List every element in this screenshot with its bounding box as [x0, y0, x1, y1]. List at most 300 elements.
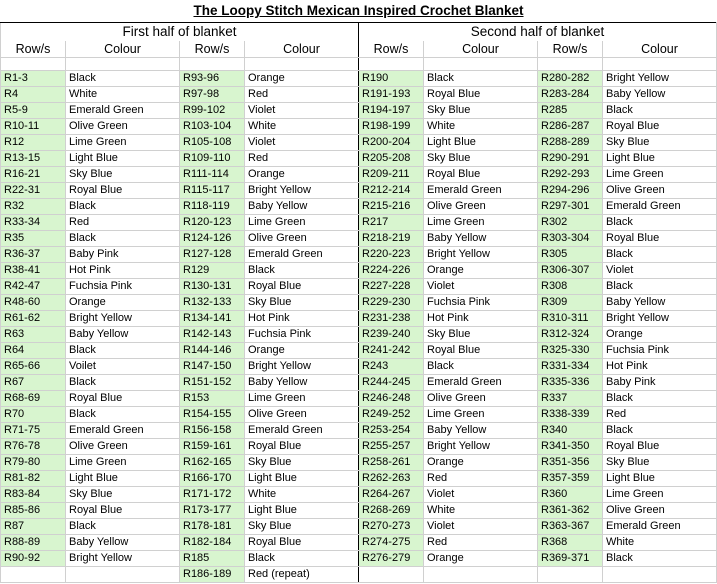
row-range-cell[interactable]: R325-330: [538, 343, 603, 359]
colour-cell[interactable]: Royal Blue: [603, 231, 717, 247]
colour-cell[interactable]: Orange: [424, 551, 538, 567]
colour-cell[interactable]: Emerald Green: [424, 375, 538, 391]
column-header: Colour: [66, 41, 180, 58]
row-range-cell[interactable]: R290-291: [538, 151, 603, 167]
table-row: [1, 391, 717, 407]
colour-cell[interactable]: Light Blue: [66, 471, 180, 487]
row-range-cell[interactable]: R10-11: [1, 119, 66, 135]
colour-cell[interactable]: Baby Yellow: [245, 199, 359, 215]
colour-cell[interactable]: Orange: [245, 167, 359, 183]
colour-cell[interactable]: Violet: [424, 279, 538, 295]
spacer-row: [1, 58, 717, 71]
colour-cell[interactable]: Royal Blue: [603, 439, 717, 455]
colour-cell[interactable]: Black: [603, 215, 717, 231]
table-row: [1, 567, 717, 583]
row-range-cell[interactable]: R132-133: [180, 295, 245, 311]
colour-cell[interactable]: Bright Yellow: [424, 439, 538, 455]
colour-cell[interactable]: Baby Pink: [66, 247, 180, 263]
row-range-cell[interactable]: R337: [538, 391, 603, 407]
first-half-label: First half of blanket: [1, 23, 359, 42]
colour-cell[interactable]: Baby Yellow: [424, 231, 538, 247]
colour-cell[interactable]: Bright Yellow: [603, 311, 717, 327]
row-range-cell[interactable]: R16-21: [1, 167, 66, 183]
colour-cell[interactable]: Fuchsia Pink: [245, 327, 359, 343]
colour-cell[interactable]: Violet: [603, 263, 717, 279]
row-range-cell[interactable]: R357-359: [538, 471, 603, 487]
row-range-cell[interactable]: R231-238: [359, 311, 424, 327]
row-range-cell[interactable]: R305: [538, 247, 603, 263]
row-range-cell[interactable]: R111-114: [180, 167, 245, 183]
colour-cell[interactable]: Black: [424, 359, 538, 375]
row-range-cell[interactable]: R4: [1, 87, 66, 103]
table-row: [1, 199, 717, 215]
colour-cell[interactable]: Orange: [245, 343, 359, 359]
row-range-cell[interactable]: R153: [180, 391, 245, 407]
column-header-row: [1, 41, 717, 58]
row-range-cell[interactable]: R220-223: [359, 247, 424, 263]
table-row: [1, 231, 717, 247]
colour-cell[interactable]: Orange: [603, 327, 717, 343]
column-header: Row/s: [359, 41, 424, 58]
row-range-cell[interactable]: R35: [1, 231, 66, 247]
colour-cell[interactable]: Fuchsia Pink: [603, 343, 717, 359]
colour-cell[interactable]: White: [424, 119, 538, 135]
colour-cell[interactable]: Olive Green: [66, 119, 180, 135]
colour-cell[interactable]: Sky Blue: [603, 135, 717, 151]
row-range-cell[interactable]: R303-304: [538, 231, 603, 247]
empty-cell: [359, 58, 424, 71]
colour-cell[interactable]: Red (repeat): [245, 567, 359, 583]
row-range-cell[interactable]: R368: [538, 535, 603, 551]
colour-cell[interactable]: Baby Yellow: [603, 295, 717, 311]
colour-cell[interactable]: White: [603, 535, 717, 551]
second-half-label: Second half of blanket: [359, 23, 717, 42]
row-range-cell[interactable]: R5-9: [1, 103, 66, 119]
colour-cell[interactable]: Emerald Green: [245, 247, 359, 263]
row-range-cell[interactable]: R249-252: [359, 407, 424, 423]
colour-cell[interactable]: White: [424, 503, 538, 519]
table-row: [1, 439, 717, 455]
colour-cell[interactable]: Violet: [424, 487, 538, 503]
row-range-cell[interactable]: R120-123: [180, 215, 245, 231]
row-range-cell[interactable]: R142-143: [180, 327, 245, 343]
colour-cell[interactable]: Royal Blue: [424, 87, 538, 103]
row-range-cell[interactable]: R288-289: [538, 135, 603, 151]
colour-cell[interactable]: Light Blue: [424, 135, 538, 151]
row-range-cell[interactable]: R200-204: [359, 135, 424, 151]
row-range-cell[interactable]: R162-165: [180, 455, 245, 471]
row-range-cell[interactable]: R227-228: [359, 279, 424, 295]
row-range-cell[interactable]: R341-350: [538, 439, 603, 455]
colour-cell[interactable]: Light Blue: [603, 471, 717, 487]
row-range-cell[interactable]: R340: [538, 423, 603, 439]
table-row: [1, 519, 717, 535]
row-range-cell[interactable]: R109-110: [180, 151, 245, 167]
row-range-cell[interactable]: R64: [1, 343, 66, 359]
colour-cell[interactable]: Black: [245, 551, 359, 567]
table-row: [1, 247, 717, 263]
row-range-cell[interactable]: R190: [359, 71, 424, 87]
row-range-cell[interactable]: R363-367: [538, 519, 603, 535]
row-range-cell[interactable]: R159-161: [180, 439, 245, 455]
colour-cell[interactable]: Fuchsia Pink: [66, 279, 180, 295]
colour-cell[interactable]: Sky Blue: [424, 103, 538, 119]
row-range-cell[interactable]: R83-84: [1, 487, 66, 503]
colour-cell[interactable]: Red: [424, 535, 538, 551]
colour-cell[interactable]: Red: [245, 87, 359, 103]
row-range-cell[interactable]: R292-293: [538, 167, 603, 183]
colour-cell[interactable]: Royal Blue: [66, 391, 180, 407]
colour-cell[interactable]: Lime Green: [603, 487, 717, 503]
row-range-cell[interactable]: R63: [1, 327, 66, 343]
colour-cell[interactable]: Royal Blue: [603, 119, 717, 135]
colour-cell[interactable]: Black: [603, 423, 717, 439]
empty-cell[interactable]: [538, 567, 603, 583]
colour-cell[interactable]: Violet: [424, 519, 538, 535]
row-range-cell[interactable]: R264-267: [359, 487, 424, 503]
colour-cell[interactable]: Light Blue: [66, 151, 180, 167]
colour-cell[interactable]: Black: [66, 519, 180, 535]
colour-cell[interactable]: Bright Yellow: [424, 247, 538, 263]
row-range-cell[interactable]: R217: [359, 215, 424, 231]
colour-cell[interactable]: Red: [245, 151, 359, 167]
row-range-cell[interactable]: R105-108: [180, 135, 245, 151]
colour-cell[interactable]: Orange: [424, 455, 538, 471]
colour-cell[interactable]: White: [245, 119, 359, 135]
colour-cell[interactable]: Bright Yellow: [66, 551, 180, 567]
row-range-cell[interactable]: R118-119: [180, 199, 245, 215]
row-range-cell[interactable]: R351-356: [538, 455, 603, 471]
empty-cell: [538, 58, 603, 71]
colour-cell[interactable]: Light Blue: [245, 471, 359, 487]
row-range-cell[interactable]: R103-104: [180, 119, 245, 135]
row-range-cell[interactable]: R229-230: [359, 295, 424, 311]
column-header: Colour: [424, 41, 538, 58]
column-header: Row/s: [538, 41, 603, 58]
colour-cell[interactable]: Black: [424, 71, 538, 87]
row-range-cell[interactable]: R97-98: [180, 87, 245, 103]
row-range-cell[interactable]: R255-257: [359, 439, 424, 455]
colour-cell[interactable]: Emerald Green: [66, 423, 180, 439]
row-range-cell[interactable]: R283-284: [538, 87, 603, 103]
table-row: [1, 327, 717, 343]
row-range-cell[interactable]: R68-69: [1, 391, 66, 407]
colour-cell[interactable]: Royal Blue: [245, 535, 359, 551]
empty-cell[interactable]: [1, 567, 66, 583]
colour-cell[interactable]: Baby Yellow: [66, 535, 180, 551]
colour-cell[interactable]: Emerald Green: [245, 423, 359, 439]
colour-cell[interactable]: Black: [66, 199, 180, 215]
row-range-cell[interactable]: R90-92: [1, 551, 66, 567]
row-range-cell[interactable]: R268-269: [359, 503, 424, 519]
colour-cell[interactable]: Emerald Green: [603, 519, 717, 535]
row-range-cell[interactable]: R294-296: [538, 183, 603, 199]
row-range-cell[interactable]: R360: [538, 487, 603, 503]
row-range-cell[interactable]: R67: [1, 375, 66, 391]
row-range-cell[interactable]: R310-311: [538, 311, 603, 327]
row-range-cell[interactable]: R79-80: [1, 455, 66, 471]
row-range-cell[interactable]: R274-275: [359, 535, 424, 551]
colour-cell[interactable]: Olive Green: [66, 439, 180, 455]
row-range-cell[interactable]: R12: [1, 135, 66, 151]
row-range-cell[interactable]: R182-184: [180, 535, 245, 551]
row-range-cell[interactable]: R81-82: [1, 471, 66, 487]
colour-cell[interactable]: Black: [66, 71, 180, 87]
colour-cell[interactable]: White: [245, 487, 359, 503]
table-row: [1, 87, 717, 103]
row-range-cell[interactable]: R306-307: [538, 263, 603, 279]
row-range-cell[interactable]: R218-219: [359, 231, 424, 247]
colour-cell[interactable]: Lime Green: [245, 391, 359, 407]
row-range-cell[interactable]: R253-254: [359, 423, 424, 439]
row-range-cell[interactable]: R88-89: [1, 535, 66, 551]
row-range-cell[interactable]: R262-263: [359, 471, 424, 487]
colour-cell[interactable]: Hot Pink: [603, 359, 717, 375]
row-range-cell[interactable]: R338-339: [538, 407, 603, 423]
colour-cell[interactable]: Baby Yellow: [245, 375, 359, 391]
row-range-cell[interactable]: R243: [359, 359, 424, 375]
row-range-cell[interactable]: R130-131: [180, 279, 245, 295]
row-range-cell[interactable]: R270-273: [359, 519, 424, 535]
row-range-cell[interactable]: R186-189: [180, 567, 245, 583]
row-range-cell[interactable]: R71-75: [1, 423, 66, 439]
row-range-cell[interactable]: R297-301: [538, 199, 603, 215]
colour-cell[interactable]: Royal Blue: [245, 279, 359, 295]
table-row: [1, 167, 717, 183]
row-range-cell[interactable]: R244-245: [359, 375, 424, 391]
colour-cell[interactable]: Voilet: [66, 359, 180, 375]
colour-cell[interactable]: Black: [603, 247, 717, 263]
row-range-cell[interactable]: R61-62: [1, 311, 66, 327]
colour-cell[interactable]: Light Blue: [603, 151, 717, 167]
colour-cell[interactable]: Baby Yellow: [603, 87, 717, 103]
row-range-cell[interactable]: R178-181: [180, 519, 245, 535]
row-range-cell[interactable]: R286-287: [538, 119, 603, 135]
row-range-cell[interactable]: R99-102: [180, 103, 245, 119]
table-row: [1, 215, 717, 231]
row-range-cell[interactable]: R48-60: [1, 295, 66, 311]
row-range-cell[interactable]: R308: [538, 279, 603, 295]
table-row: [1, 183, 717, 199]
table-row: [1, 71, 717, 87]
colour-cell[interactable]: Sky Blue: [66, 487, 180, 503]
colour-cell[interactable]: Bright Yellow: [603, 71, 717, 87]
row-range-cell[interactable]: R185: [180, 551, 245, 567]
row-range-cell[interactable]: R115-117: [180, 183, 245, 199]
empty-cell: [424, 58, 538, 71]
row-range-cell[interactable]: R65-66: [1, 359, 66, 375]
row-range-cell[interactable]: R22-31: [1, 183, 66, 199]
table-row: [1, 487, 717, 503]
colour-cell[interactable]: Royal Blue: [66, 183, 180, 199]
row-range-cell[interactable]: R33-34: [1, 215, 66, 231]
row-range-cell[interactable]: R369-371: [538, 551, 603, 567]
row-range-cell[interactable]: R76-78: [1, 439, 66, 455]
colour-cell[interactable]: Red: [603, 407, 717, 423]
table-row: [1, 311, 717, 327]
colour-cell[interactable]: Sky Blue: [424, 327, 538, 343]
table-row: [1, 503, 717, 519]
colour-cell[interactable]: Baby Yellow: [66, 327, 180, 343]
colour-cell[interactable]: Emerald Green: [603, 199, 717, 215]
colour-cell[interactable]: Sky Blue: [245, 295, 359, 311]
colour-cell[interactable]: Black: [245, 263, 359, 279]
colour-cell[interactable]: Hot Pink: [245, 311, 359, 327]
row-range-cell[interactable]: R258-261: [359, 455, 424, 471]
table-row: [1, 375, 717, 391]
column-header: Colour: [245, 41, 359, 58]
colour-cell[interactable]: Violet: [245, 103, 359, 119]
colour-cell[interactable]: Olive Green: [424, 199, 538, 215]
empty-cell[interactable]: [359, 567, 424, 583]
row-range-cell[interactable]: R331-334: [538, 359, 603, 375]
colour-cell[interactable]: Lime Green: [424, 215, 538, 231]
colour-cell[interactable]: Baby Pink: [603, 375, 717, 391]
colour-cell[interactable]: White: [66, 87, 180, 103]
row-range-cell[interactable]: R147-150: [180, 359, 245, 375]
row-range-cell[interactable]: R209-211: [359, 167, 424, 183]
colour-cell[interactable]: Black: [66, 375, 180, 391]
colour-cell[interactable]: Fuchsia Pink: [424, 295, 538, 311]
colour-cell[interactable]: Olive Green: [424, 391, 538, 407]
row-range-cell[interactable]: R151-152: [180, 375, 245, 391]
row-range-cell[interactable]: R134-141: [180, 311, 245, 327]
colour-cell[interactable]: Sky Blue: [66, 167, 180, 183]
row-range-cell[interactable]: R285: [538, 103, 603, 119]
table-row: [1, 151, 717, 167]
colour-cell[interactable]: Red: [424, 471, 538, 487]
empty-cell[interactable]: [424, 567, 538, 583]
colour-cell[interactable]: Sky Blue: [603, 455, 717, 471]
row-range-cell[interactable]: R13-15: [1, 151, 66, 167]
row-range-cell[interactable]: R32: [1, 199, 66, 215]
colour-cell[interactable]: Emerald Green: [66, 103, 180, 119]
colour-cell[interactable]: Light Blue: [245, 503, 359, 519]
table-row: [1, 535, 717, 551]
table-row: [1, 455, 717, 471]
colour-cell[interactable]: Black: [66, 231, 180, 247]
row-range-cell[interactable]: R38-41: [1, 263, 66, 279]
colour-cell[interactable]: Orange: [424, 263, 538, 279]
colour-cell[interactable]: Black: [603, 103, 717, 119]
empty-cell[interactable]: [66, 567, 180, 583]
colour-cell[interactable]: Black: [603, 391, 717, 407]
row-range-cell[interactable]: R205-208: [359, 151, 424, 167]
colour-cell[interactable]: Hot Pink: [66, 263, 180, 279]
empty-cell: [66, 58, 180, 71]
row-range-cell[interactable]: R194-197: [359, 103, 424, 119]
row-range-cell[interactable]: R129: [180, 263, 245, 279]
row-range-cell[interactable]: R127-128: [180, 247, 245, 263]
colour-cell[interactable]: Black: [66, 343, 180, 359]
colour-cell[interactable]: Violet: [245, 135, 359, 151]
row-range-cell[interactable]: R239-240: [359, 327, 424, 343]
row-range-cell[interactable]: R309: [538, 295, 603, 311]
colour-cell[interactable]: Black: [603, 279, 717, 295]
colour-cell[interactable]: Orange: [66, 295, 180, 311]
colour-cell[interactable]: Royal Blue: [66, 503, 180, 519]
colour-cell[interactable]: Lime Green: [66, 135, 180, 151]
table-row: [1, 359, 717, 375]
row-range-cell[interactable]: R85-86: [1, 503, 66, 519]
colour-cell[interactable]: Royal Blue: [424, 167, 538, 183]
row-range-cell[interactable]: R276-279: [359, 551, 424, 567]
colour-cell[interactable]: Lime Green: [603, 167, 717, 183]
colour-cell[interactable]: Bright Yellow: [245, 183, 359, 199]
row-range-cell[interactable]: R312-324: [538, 327, 603, 343]
row-range-cell[interactable]: R191-193: [359, 87, 424, 103]
row-range-cell[interactable]: R93-96: [180, 71, 245, 87]
colour-cell[interactable]: Red: [66, 215, 180, 231]
colour-cell[interactable]: Olive Green: [245, 231, 359, 247]
colour-cell[interactable]: Royal Blue: [245, 439, 359, 455]
row-range-cell[interactable]: R241-242: [359, 343, 424, 359]
row-range-cell[interactable]: R246-248: [359, 391, 424, 407]
table-row: [1, 119, 717, 135]
colour-cell[interactable]: Sky Blue: [424, 151, 538, 167]
half-header-row: [1, 23, 717, 42]
table-row: [1, 295, 717, 311]
row-range-cell[interactable]: R212-214: [359, 183, 424, 199]
colour-cell[interactable]: Emerald Green: [424, 183, 538, 199]
row-range-cell[interactable]: R156-158: [180, 423, 245, 439]
empty-cell[interactable]: [603, 567, 717, 583]
row-range-cell[interactable]: R42-47: [1, 279, 66, 295]
colour-cell[interactable]: Sky Blue: [245, 519, 359, 535]
colour-cell[interactable]: Olive Green: [245, 407, 359, 423]
colour-cell[interactable]: Olive Green: [603, 503, 717, 519]
colour-cell[interactable]: Hot Pink: [424, 311, 538, 327]
empty-cell: [180, 58, 245, 71]
row-range-cell[interactable]: R302: [538, 215, 603, 231]
row-range-cell[interactable]: R280-282: [538, 71, 603, 87]
page-title: The Loopy Stitch Mexican Inspired Crochet Blanket: [193, 3, 524, 18]
row-range-cell[interactable]: R335-336: [538, 375, 603, 391]
row-range-cell[interactable]: R124-126: [180, 231, 245, 247]
table-row: [1, 471, 717, 487]
colour-cell[interactable]: Bright Yellow: [66, 311, 180, 327]
row-range-cell[interactable]: R144-146: [180, 343, 245, 359]
colour-cell[interactable]: Lime Green: [66, 455, 180, 471]
colour-cell[interactable]: Lime Green: [424, 407, 538, 423]
table-row: [1, 103, 717, 119]
colour-cell[interactable]: Black: [66, 407, 180, 423]
row-range-cell[interactable]: R154-155: [180, 407, 245, 423]
column-header: Row/s: [1, 41, 66, 58]
row-range-cell[interactable]: R166-170: [180, 471, 245, 487]
colour-cell[interactable]: Bright Yellow: [245, 359, 359, 375]
row-range-cell[interactable]: R361-362: [538, 503, 603, 519]
table-row: [1, 423, 717, 439]
row-range-cell[interactable]: R198-199: [359, 119, 424, 135]
row-range-cell[interactable]: R171-172: [180, 487, 245, 503]
row-range-cell[interactable]: R215-216: [359, 199, 424, 215]
colour-cell[interactable]: Olive Green: [603, 183, 717, 199]
colour-cell[interactable]: Royal Blue: [424, 343, 538, 359]
colour-cell[interactable]: Sky Blue: [245, 455, 359, 471]
row-range-cell[interactable]: R87: [1, 519, 66, 535]
row-range-cell[interactable]: R1-3: [1, 71, 66, 87]
colour-cell[interactable]: Lime Green: [245, 215, 359, 231]
row-range-cell[interactable]: R70: [1, 407, 66, 423]
row-range-cell[interactable]: R173-177: [180, 503, 245, 519]
column-header: Row/s: [180, 41, 245, 58]
row-range-cell[interactable]: R224-226: [359, 263, 424, 279]
row-range-cell[interactable]: R36-37: [1, 247, 66, 263]
colour-cell[interactable]: Baby Yellow: [424, 423, 538, 439]
colour-cell[interactable]: Orange: [245, 71, 359, 87]
colour-cell[interactable]: Black: [603, 551, 717, 567]
